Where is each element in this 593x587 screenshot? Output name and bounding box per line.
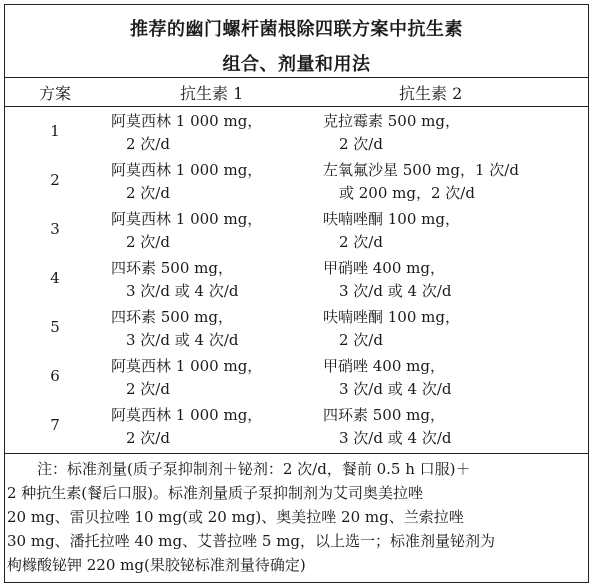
antibiotic-2-frequency: 3 次/d 或 4 次/d	[339, 380, 452, 398]
antibiotic-2-frequency: 2 次/d	[339, 233, 383, 251]
antibiotic-2-dose: 甲硝唑 400 mg，	[323, 357, 445, 375]
antibiotic-2-dose: 四环素 500 mg，	[323, 406, 445, 424]
antibiotic-2-dose: 左氧氟沙星 500 mg，1 次/d	[323, 161, 519, 179]
antibiotic-1-dose: 阿莫西林 1 000 mg，	[111, 161, 263, 179]
top-rule	[5, 77, 588, 78]
antibiotic-1-dose: 四环素 500 mg，	[111, 308, 233, 326]
antibiotic-1-dose: 四环素 500 mg，	[111, 259, 233, 277]
antibiotic-1-frequency: 2 次/d	[126, 184, 170, 202]
table-row	[5, 353, 588, 402]
antibiotic-2-frequency: 2 次/d	[339, 331, 383, 349]
antibiotic-1-frequency: 3 次/d 或 4 次/d	[126, 282, 239, 300]
table-row	[5, 304, 588, 353]
table-row	[5, 157, 588, 206]
antibiotic-1-dose: 阿莫西林 1 000 mg，	[111, 357, 263, 375]
antibiotic-2-frequency: 3 次/d 或 4 次/d	[339, 282, 452, 300]
table-row	[5, 255, 588, 304]
antibiotic-2-dose: 克拉霉素 500 mg，	[323, 112, 460, 130]
antibiotic-2-frequency: 2 次/d	[339, 135, 383, 153]
antibiotic-1-dose: 阿莫西林 1 000 mg，	[111, 112, 263, 130]
table-row	[5, 108, 588, 157]
header-antibiotic-1: 抗生素 1	[180, 84, 244, 103]
antibiotic-1-frequency: 2 次/d	[126, 135, 170, 153]
scheme-number: 4	[50, 269, 60, 287]
table-title-line-1: 推荐的幽门螺杆菌根除四联方案中抗生素	[130, 19, 463, 40]
footnote-line: 30 mg、潘托拉唑 40 mg、艾普拉唑 5 mg，以上选一；标准剂量铋剂为	[7, 532, 496, 550]
antibiotic-2-frequency: 3 次/d 或 4 次/d	[339, 429, 452, 447]
header-rule	[5, 106, 588, 107]
antibiotic-1-frequency: 2 次/d	[126, 233, 170, 251]
regimen-table-document	[4, 4, 589, 583]
table-footnote	[7, 457, 587, 577]
scheme-number: 6	[50, 367, 60, 385]
antibiotic-1-frequency: 2 次/d	[126, 380, 170, 398]
antibiotic-1-frequency: 2 次/d	[126, 429, 170, 447]
table-row	[5, 206, 588, 255]
table-row	[5, 402, 588, 451]
footnote-line: 20 mg、雷贝拉唑 10 mg(或 20 mg)、奥美拉唑 20 mg、兰索拉唑	[7, 508, 464, 526]
table-title-line-2: 组合、剂量和用法	[222, 54, 371, 75]
antibiotic-1-dose: 阿莫西林 1 000 mg，	[111, 406, 263, 424]
scheme-number: 5	[50, 318, 60, 336]
antibiotic-2-dose: 呋喃唑酮 100 mg，	[323, 308, 460, 326]
antibiotic-2-dose: 甲硝唑 400 mg，	[323, 259, 445, 277]
scheme-number: 2	[50, 171, 60, 189]
header-antibiotic-2: 抗生素 2	[399, 84, 463, 103]
antibiotic-2-dose: 呋喃唑酮 100 mg，	[323, 210, 460, 228]
antibiotic-1-dose: 阿莫西林 1 000 mg，	[111, 210, 263, 228]
footnote-line: 2 种抗生素(餐后口服)。标准剂量质子泵抑制剂为艾司奥美拉唑	[7, 484, 424, 502]
header-scheme: 方案	[38, 84, 71, 103]
antibiotic-1-frequency: 3 次/d 或 4 次/d	[126, 331, 239, 349]
scheme-number: 3	[50, 220, 60, 238]
footnote-line: 枸橼酸铋钾 220 mg(果胶铋标准剂量待确定)	[7, 556, 306, 574]
scheme-number: 1	[50, 122, 60, 140]
bottom-rule	[5, 453, 588, 454]
antibiotic-2-frequency: 或 200 mg，2 次/d	[339, 184, 475, 202]
footnote-line: 注：标准剂量(质子泵抑制剂＋铋剂：2 次/d，餐前 0.5 h 口服)＋	[7, 460, 471, 478]
scheme-number: 7	[50, 416, 60, 434]
